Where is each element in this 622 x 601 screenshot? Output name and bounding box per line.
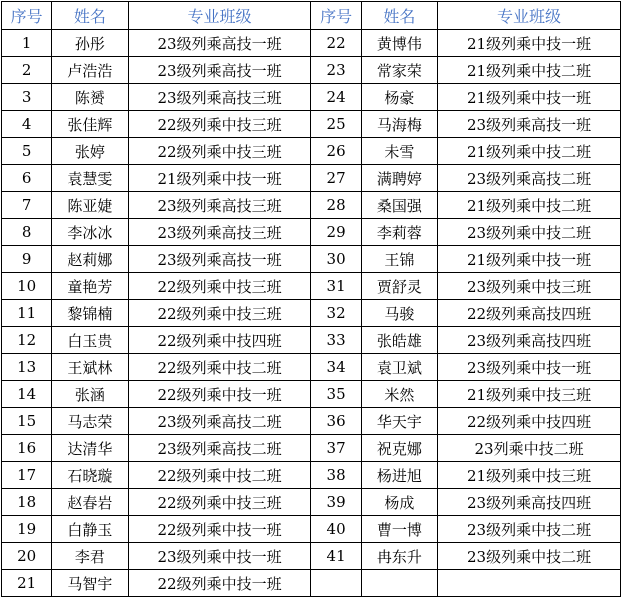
class-cell: 23级列乘高技二班 xyxy=(128,408,311,435)
name-cell: 桑国强 xyxy=(361,192,437,219)
name-cell: 李莉蓉 xyxy=(361,219,437,246)
name-cell: 孙彤 xyxy=(52,30,128,57)
serial-cell: 5 xyxy=(2,138,52,165)
class-cell: 21级列乘中技二班 xyxy=(438,57,621,84)
class-cell: 23级列乘高技三班 xyxy=(128,192,311,219)
serial-cell: 8 xyxy=(2,219,52,246)
table-row xyxy=(2,300,621,327)
class-cell: 23级列乘高技四班 xyxy=(438,489,621,516)
class-cell: 22级列乘中技一班 xyxy=(128,570,311,597)
table-row xyxy=(2,84,621,111)
class-cell: 21级列乘中技一班 xyxy=(128,165,311,192)
name-cell: 达清华 xyxy=(52,435,128,462)
class-cell: 23级列乘中技二班 xyxy=(438,543,621,570)
name-cell: 贾舒灵 xyxy=(361,273,437,300)
class-cell: 22级列乘中技三班 xyxy=(128,300,311,327)
class-cell: 21级列乘中技二班 xyxy=(438,138,621,165)
serial-cell: 1 xyxy=(2,30,52,57)
serial-cell: 15 xyxy=(2,408,52,435)
empty-cell xyxy=(438,570,621,597)
name-cell: 张佳辉 xyxy=(52,111,128,138)
serial-cell: 33 xyxy=(311,327,361,354)
class-cell: 23列乘中技二班 xyxy=(438,435,621,462)
name-cell: 杨进旭 xyxy=(361,462,437,489)
serial-cell: 28 xyxy=(311,192,361,219)
serial-cell: 25 xyxy=(311,111,361,138)
table-row xyxy=(2,570,621,597)
table-row xyxy=(2,381,621,408)
class-cell: 23级列乘高技一班 xyxy=(128,57,311,84)
class-cell: 23级列乘中技三班 xyxy=(438,273,621,300)
roster-body xyxy=(2,30,621,597)
serial-cell: 21 xyxy=(2,570,52,597)
header-row xyxy=(2,2,621,30)
class-cell: 22级列乘中技四班 xyxy=(128,327,311,354)
serial-cell: 41 xyxy=(311,543,361,570)
class-cell: 23级列乘高技四班 xyxy=(438,327,621,354)
serial-cell: 11 xyxy=(2,300,52,327)
serial-cell: 39 xyxy=(311,489,361,516)
class-cell: 21级列乘中技一班 xyxy=(438,30,621,57)
name-cell: 石晓璇 xyxy=(52,462,128,489)
name-cell: 马海梅 xyxy=(361,111,437,138)
table-row xyxy=(2,111,621,138)
name-cell: 华天宇 xyxy=(361,408,437,435)
name-cell: 白玉贵 xyxy=(52,327,128,354)
name-cell: 赵莉娜 xyxy=(52,246,128,273)
class-cell: 23级列乘高技一班 xyxy=(438,111,621,138)
class-cell: 21级列乘中技一班 xyxy=(438,84,621,111)
name-cell: 白静玉 xyxy=(52,516,128,543)
serial-cell: 24 xyxy=(311,84,361,111)
table-row xyxy=(2,354,621,381)
header-no-right: 序号 xyxy=(311,2,361,30)
class-cell: 22级列乘中技一班 xyxy=(128,516,311,543)
serial-cell: 38 xyxy=(311,462,361,489)
empty-cell xyxy=(311,570,361,597)
serial-cell: 9 xyxy=(2,246,52,273)
serial-cell: 29 xyxy=(311,219,361,246)
name-cell: 常家荣 xyxy=(361,57,437,84)
header-class-right: 专业班级 xyxy=(438,2,621,30)
table-row xyxy=(2,489,621,516)
serial-cell: 34 xyxy=(311,354,361,381)
serial-cell: 6 xyxy=(2,165,52,192)
name-cell: 袁慧雯 xyxy=(52,165,128,192)
serial-cell: 7 xyxy=(2,192,52,219)
header-name-right: 姓名 xyxy=(361,2,437,30)
name-cell: 王锦 xyxy=(361,246,437,273)
serial-cell: 19 xyxy=(2,516,52,543)
header-no-left: 序号 xyxy=(2,2,52,30)
class-cell: 22级列乘中技三班 xyxy=(128,489,311,516)
name-cell: 黎锦楠 xyxy=(52,300,128,327)
serial-cell: 23 xyxy=(311,57,361,84)
class-cell: 23级列乘高技一班 xyxy=(128,246,311,273)
class-cell: 23级列乘中技一班 xyxy=(128,543,311,570)
serial-cell: 22 xyxy=(311,30,361,57)
table-row xyxy=(2,273,621,300)
serial-cell: 16 xyxy=(2,435,52,462)
name-cell: 童艳芳 xyxy=(52,273,128,300)
name-cell: 祝克娜 xyxy=(361,435,437,462)
class-cell: 23级列乘高技三班 xyxy=(128,219,311,246)
class-cell: 23级列乘中技二班 xyxy=(438,516,621,543)
name-cell: 张涵 xyxy=(52,381,128,408)
class-cell: 23级列乘高技一班 xyxy=(128,30,311,57)
name-cell: 李冰冰 xyxy=(52,219,128,246)
serial-cell: 26 xyxy=(311,138,361,165)
name-cell: 杨成 xyxy=(361,489,437,516)
name-cell: 未雪 xyxy=(361,138,437,165)
class-cell: 22级列乘高技四班 xyxy=(438,300,621,327)
table-row xyxy=(2,408,621,435)
name-cell: 李君 xyxy=(52,543,128,570)
serial-cell: 14 xyxy=(2,381,52,408)
serial-cell: 40 xyxy=(311,516,361,543)
class-cell: 23级列乘中技一班 xyxy=(438,354,621,381)
serial-cell: 13 xyxy=(2,354,52,381)
name-cell: 曹一博 xyxy=(361,516,437,543)
table-row xyxy=(2,543,621,570)
serial-cell: 36 xyxy=(311,408,361,435)
serial-cell: 35 xyxy=(311,381,361,408)
class-cell: 21级列乘中技三班 xyxy=(438,381,621,408)
class-cell: 23级列乘高技二班 xyxy=(438,165,621,192)
class-cell: 23级列乘中技二班 xyxy=(438,219,621,246)
class-cell: 22级列乘中技二班 xyxy=(128,462,311,489)
table-row xyxy=(2,327,621,354)
table-row xyxy=(2,462,621,489)
name-cell: 卢浩浩 xyxy=(52,57,128,84)
name-cell: 马志荣 xyxy=(52,408,128,435)
name-cell: 马智宇 xyxy=(52,570,128,597)
table-row xyxy=(2,30,621,57)
name-cell: 袁卫斌 xyxy=(361,354,437,381)
name-cell: 冉东升 xyxy=(361,543,437,570)
name-cell: 赵春岩 xyxy=(52,489,128,516)
name-cell: 杨豪 xyxy=(361,84,437,111)
serial-cell: 17 xyxy=(2,462,52,489)
class-cell: 22级列乘中技二班 xyxy=(128,354,311,381)
serial-cell: 3 xyxy=(2,84,52,111)
serial-cell: 30 xyxy=(311,246,361,273)
name-cell: 黄博伟 xyxy=(361,30,437,57)
student-roster-table xyxy=(1,1,621,597)
table-row xyxy=(2,435,621,462)
name-cell: 满聘婷 xyxy=(361,165,437,192)
class-cell: 22级列乘中技三班 xyxy=(128,273,311,300)
empty-cell xyxy=(361,570,437,597)
serial-cell: 2 xyxy=(2,57,52,84)
class-cell: 21级列乘中技一班 xyxy=(438,246,621,273)
serial-cell: 27 xyxy=(311,165,361,192)
serial-cell: 10 xyxy=(2,273,52,300)
serial-cell: 18 xyxy=(2,489,52,516)
table-row xyxy=(2,165,621,192)
table-row xyxy=(2,138,621,165)
name-cell: 王斌林 xyxy=(52,354,128,381)
name-cell: 陈亚婕 xyxy=(52,192,128,219)
class-cell: 22级列乘中技三班 xyxy=(128,138,311,165)
name-cell: 米然 xyxy=(361,381,437,408)
serial-cell: 31 xyxy=(311,273,361,300)
name-cell: 陈赟 xyxy=(52,84,128,111)
serial-cell: 37 xyxy=(311,435,361,462)
class-cell: 21级列乘中技二班 xyxy=(438,192,621,219)
name-cell: 马骏 xyxy=(361,300,437,327)
class-cell: 22级列乘中技四班 xyxy=(438,408,621,435)
header-name-left: 姓名 xyxy=(52,2,128,30)
serial-cell: 4 xyxy=(2,111,52,138)
table-row xyxy=(2,516,621,543)
serial-cell: 20 xyxy=(2,543,52,570)
class-cell: 23级列乘高技三班 xyxy=(128,84,311,111)
class-cell: 21级列乘中技三班 xyxy=(438,462,621,489)
class-cell: 22级列乘中技三班 xyxy=(128,111,311,138)
header-class-left: 专业班级 xyxy=(128,2,311,30)
table-row xyxy=(2,246,621,273)
name-cell: 张婷 xyxy=(52,138,128,165)
table-row xyxy=(2,219,621,246)
serial-cell: 32 xyxy=(311,300,361,327)
class-cell: 23级列乘高技二班 xyxy=(128,435,311,462)
serial-cell: 12 xyxy=(2,327,52,354)
table-row xyxy=(2,192,621,219)
name-cell: 张皓雄 xyxy=(361,327,437,354)
table-row xyxy=(2,57,621,84)
class-cell: 22级列乘中技一班 xyxy=(128,381,311,408)
